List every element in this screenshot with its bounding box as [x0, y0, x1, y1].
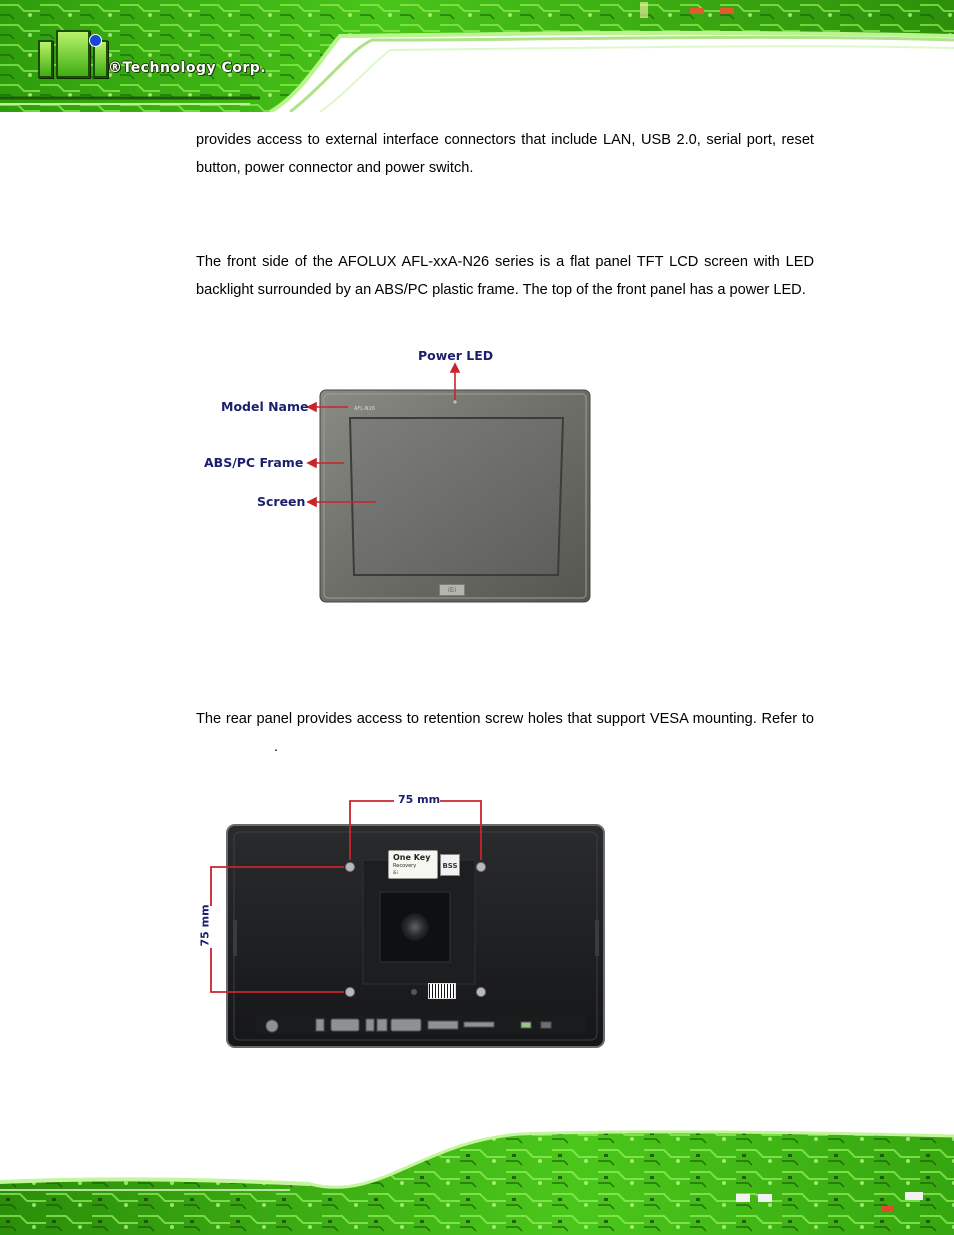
callout-power-led: Power LED: [418, 348, 494, 363]
serial-barcode: [428, 983, 456, 999]
rear-panel-drawing: [196, 788, 616, 1054]
power-led-indicator: [453, 400, 456, 403]
rear-panel-text: The rear panel provides access to retention screw holes that support VESA mounting. Refer to: [196, 711, 814, 727]
front-panel-drawing: [196, 342, 616, 610]
circuit-board-footer-graphic: [0, 1122, 954, 1235]
sticker-subtitle: Recovery: [393, 863, 417, 869]
one-key-recovery-sticker: [388, 850, 438, 879]
rear-fan-hub: [401, 913, 429, 941]
front-panel-paragraph: The front side of the AFOLUX AFL-xxA-N26 series is a flat panel TFT LCD screen with LED backlight surrounded by an ABS/PC plastic frame. The top of the front panel has a power LED.: [196, 254, 814, 298]
intro-paragraph: provides access to external interface connectors that include LAN, USB 2.0, serial port, reset button, power connector and power switch.: [196, 132, 814, 176]
sticker-fine-print: iEi: [393, 870, 398, 875]
page-footer-banner: [0, 1122, 954, 1235]
callout-model-name: Model Name: [221, 399, 309, 414]
model-name-label: AFL-N26: [354, 406, 375, 412]
logo-company-name: ®Technology Corp.: [108, 60, 267, 76]
rear-panel-paragraph: [196, 705, 814, 761]
front-panel-figure: [196, 342, 616, 610]
logo-letter-i: [38, 40, 53, 78]
callout-abs-pc-frame: ABS/PC Frame: [204, 455, 304, 470]
dimension-horizontal-label: 75 mm: [398, 793, 441, 806]
bss-sticker: BSS: [440, 854, 460, 876]
lcd-screen: [350, 418, 563, 575]
logo-dot-icon: [89, 34, 102, 47]
dimension-vertical-label: 75 mm: [198, 904, 212, 947]
rear-panel-text-end: .: [274, 739, 279, 755]
page-header-banner: [0, 0, 954, 112]
circuit-board-header-graphic: [0, 0, 954, 112]
front-logo-badge: iEi: [439, 584, 465, 596]
rear-panel-figure: [196, 788, 616, 1054]
callout-screen: Screen: [257, 494, 306, 509]
sticker-title: One Key: [393, 853, 431, 862]
logo-letter-e: [56, 30, 90, 78]
